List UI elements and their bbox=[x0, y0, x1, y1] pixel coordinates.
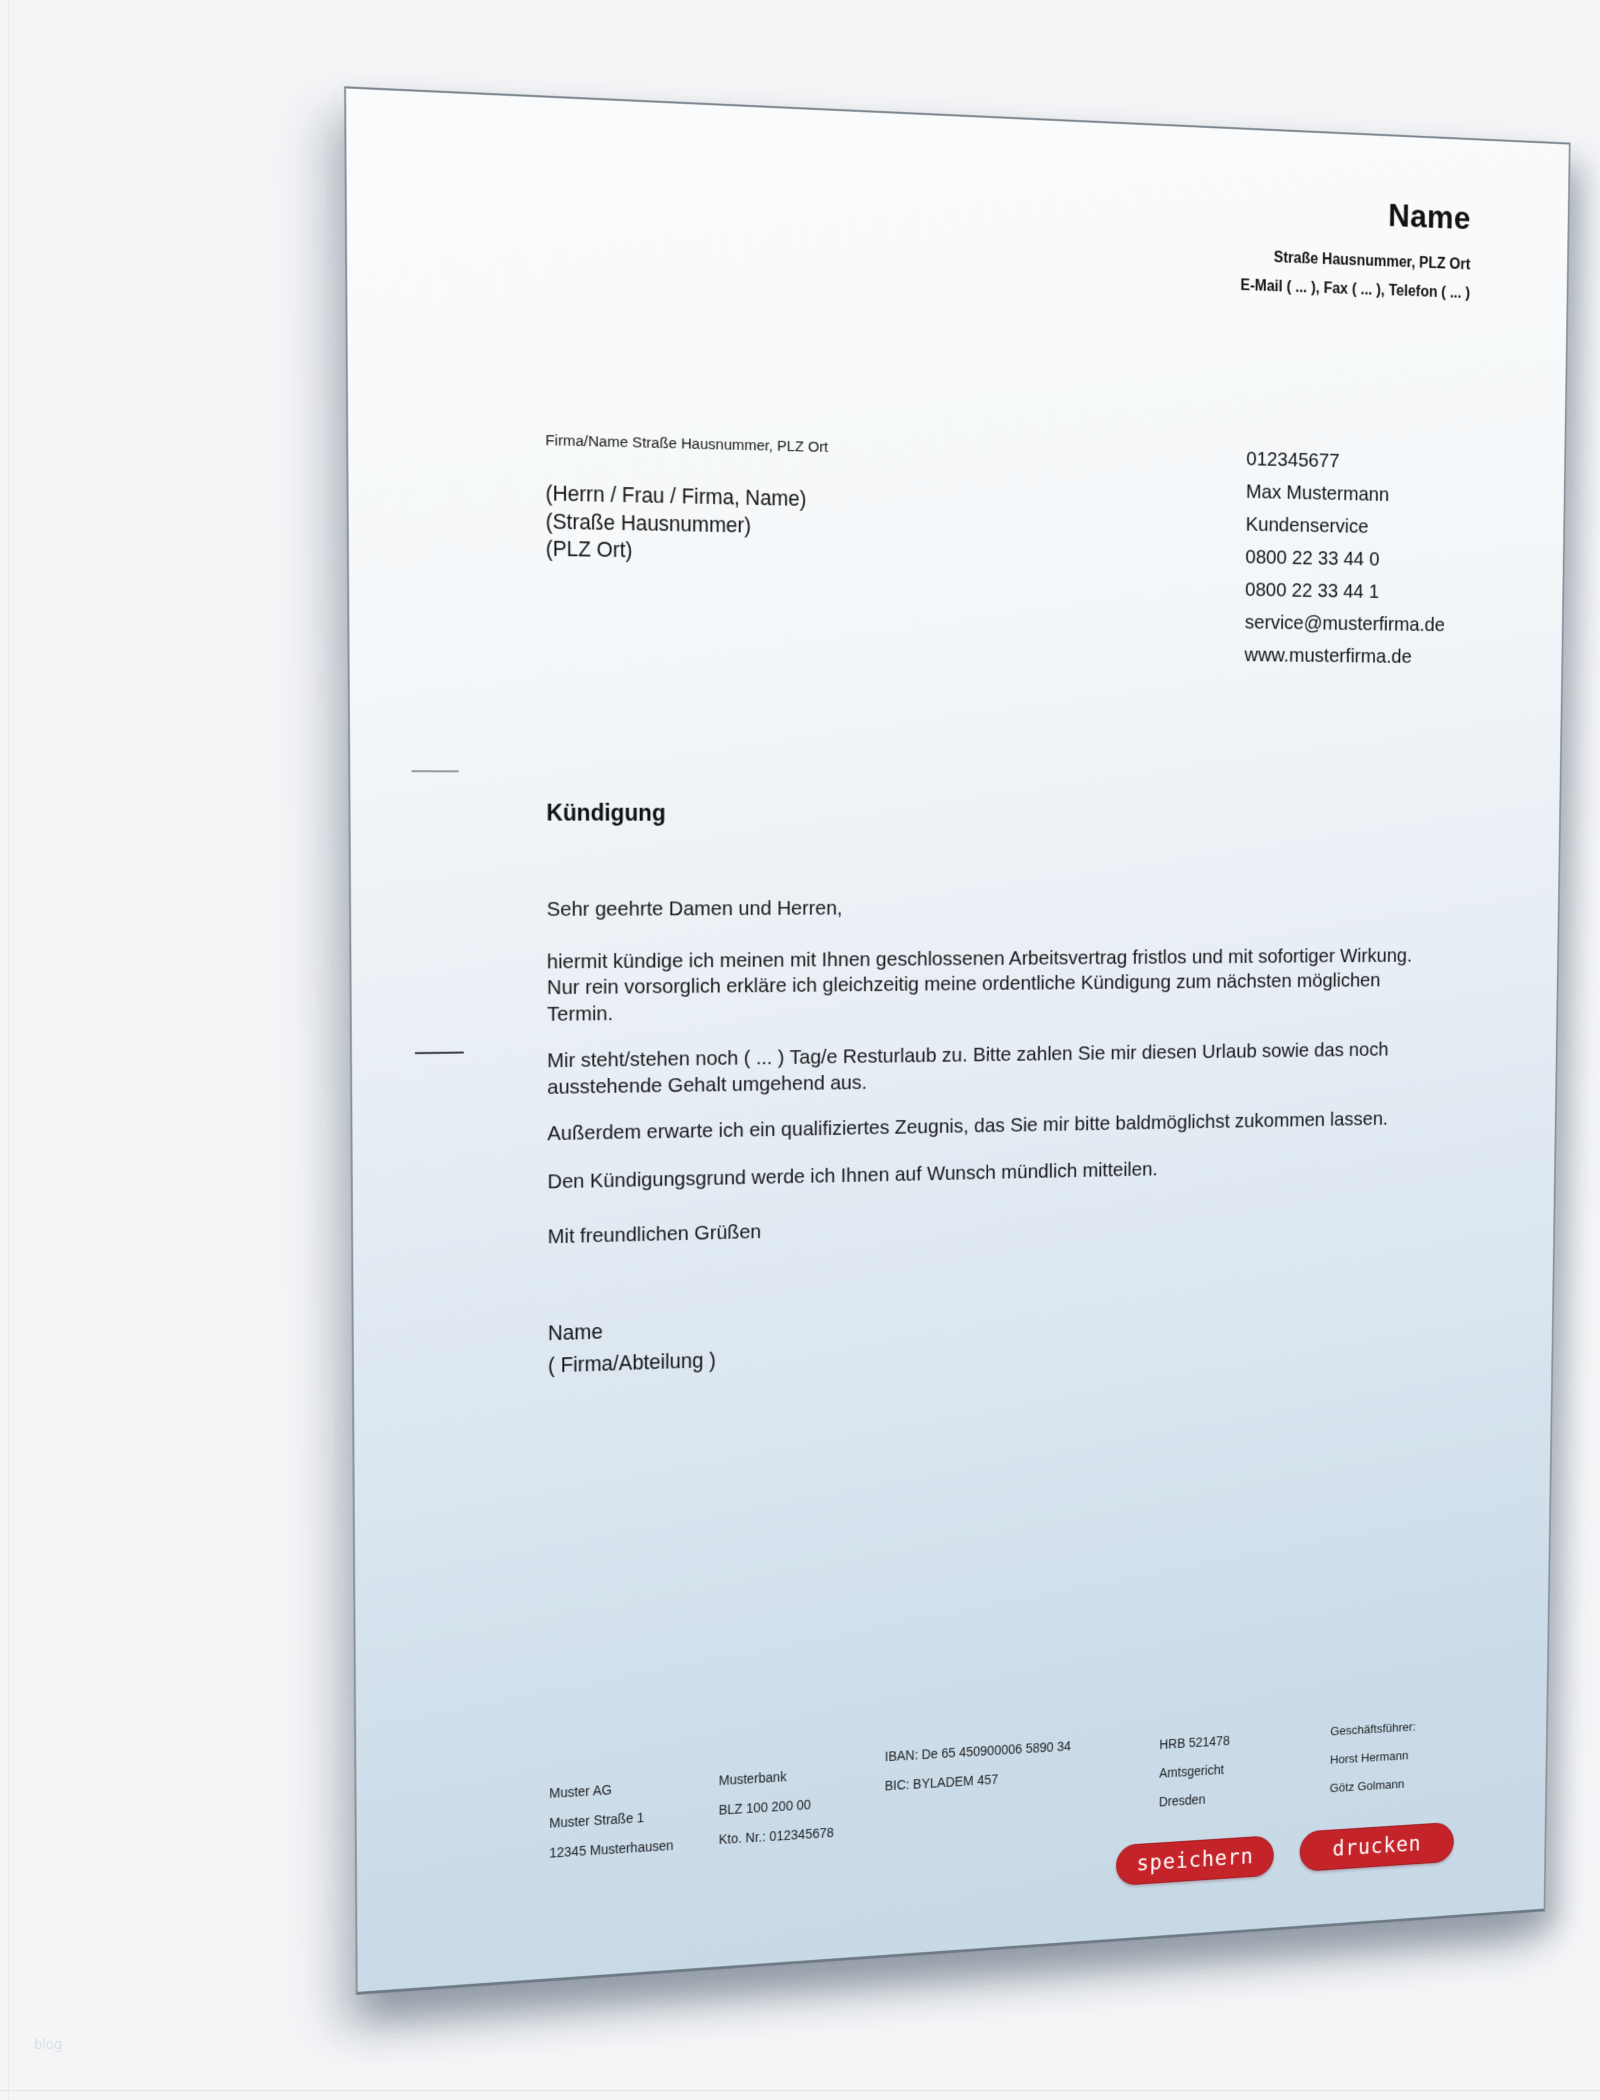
return-address-line: Firma/Name Straße Hausnummer, PLZ Ort bbox=[545, 432, 829, 456]
footer-col-register bbox=[1159, 1726, 1230, 1816]
letterhead-name: Name bbox=[1387, 197, 1472, 237]
footer-line: Geschäftsführer: bbox=[1330, 1719, 1416, 1739]
body-paragraph bbox=[547, 1151, 1466, 1196]
print-button[interactable]: drucken bbox=[1300, 1822, 1454, 1872]
body-line: Termin. bbox=[546, 1001, 614, 1026]
subject-line: Kündigung bbox=[546, 799, 666, 826]
body-line: Mir steht/stehen noch ( ... ) Tag/e Resturlaub zu. Bitte zahlen Sie mir diesen Urlaub sowie das noch bbox=[547, 1038, 1389, 1073]
body-line: hiermit kündige ich meinen mit Ihnen geschlossenen Arbeitsvertrag fristlos und mit sofortiger Wirkung. bbox=[546, 944, 1413, 973]
sender-contact-fax: 0800 22 33 44 1 bbox=[1244, 578, 1380, 603]
letterhead-address: Straße Hausnummer, PLZ Ort bbox=[1273, 249, 1471, 274]
sender-contact-number: 012345677 bbox=[1246, 447, 1340, 473]
sender-contact-phone: 0800 22 33 44 0 bbox=[1245, 545, 1380, 571]
body-line: Den Kündigungsgrund werde ich Ihnen auf Wunsch mündlich mitteilen. bbox=[547, 1157, 1158, 1193]
recipient-block bbox=[546, 480, 807, 567]
recipient-line: (Straße Hausnummer) bbox=[545, 509, 752, 538]
body-line: Nur rein vorsorglich erkläre ich gleichzeitig meine ordentliche Kündigung zum nächsten möglichen bbox=[546, 969, 1381, 1000]
signature-name: Name bbox=[547, 1320, 603, 1346]
letter-body bbox=[547, 894, 1470, 1251]
page-left-hairline bbox=[8, 0, 9, 2100]
closing bbox=[548, 1203, 1466, 1251]
signature-block bbox=[548, 1313, 716, 1382]
footer-col-management bbox=[1330, 1712, 1417, 1802]
body-paragraph bbox=[547, 1037, 1467, 1101]
recipient-line: (Herrn / Frau / Firma, Name) bbox=[545, 481, 807, 511]
footer-line: Götz Golmann bbox=[1329, 1776, 1405, 1796]
footer-line: BIC: BYLADEM 457 bbox=[884, 1771, 999, 1794]
sender-contact-department: Kundenservice bbox=[1245, 513, 1369, 538]
letterhead bbox=[1240, 190, 1471, 309]
recipient-line: (PLZ Ort) bbox=[545, 536, 633, 563]
salutation bbox=[547, 894, 1470, 923]
footer-line: 12345 Musterhausen bbox=[549, 1837, 674, 1861]
footer-line: Horst Hermann bbox=[1329, 1748, 1409, 1767]
blog-watermark: blog bbox=[34, 2036, 63, 2053]
body-paragraph bbox=[547, 1106, 1466, 1148]
footer-line: Musterbank bbox=[718, 1768, 787, 1789]
signature-company: ( Firma/Abteilung ) bbox=[547, 1348, 716, 1378]
footer-line: Muster AG bbox=[549, 1781, 612, 1801]
footer-line: Amtsgericht bbox=[1159, 1761, 1225, 1781]
page-bottom-hairline bbox=[0, 2090, 1600, 2091]
footer-line: IBAN: De 65 450900006 5890 34 bbox=[884, 1738, 1071, 1765]
letter-document bbox=[344, 86, 1570, 1995]
footer-col-company bbox=[549, 1772, 673, 1869]
sender-contact-block bbox=[1244, 443, 1447, 674]
footer-line: Kto. Nr.: 012345678 bbox=[718, 1824, 834, 1848]
salutation-line: Sehr geehrte Damen und Herren, bbox=[546, 897, 843, 921]
footer-col-bank bbox=[719, 1759, 834, 1854]
closing-line: Mit freundlichen Grüßen bbox=[547, 1220, 762, 1249]
fold-mark-middle bbox=[415, 1052, 464, 1055]
sender-contact-email: service@musterfirma.de bbox=[1244, 611, 1445, 636]
footer-line: Muster Straße 1 bbox=[549, 1809, 645, 1831]
sender-contact-website: www.musterfirma.de bbox=[1244, 643, 1412, 668]
save-button[interactable]: speichern bbox=[1116, 1835, 1274, 1886]
footer-line: BLZ 100 200 00 bbox=[718, 1796, 812, 1818]
footer-line: HRB 521478 bbox=[1159, 1732, 1230, 1752]
footer-col-iban bbox=[885, 1732, 1071, 1801]
body-paragraph bbox=[547, 943, 1469, 1028]
body-line: ausstehende Gehalt umgehend aus. bbox=[547, 1070, 868, 1099]
footer-line: Dresden bbox=[1158, 1791, 1206, 1810]
body-line: Außerdem erwarte ich ein qualifiziertes Zeugnis, das Sie mir bitte baldmöglichst zukommen lassen. bbox=[547, 1107, 1389, 1146]
sender-contact-name: Max Mustermann bbox=[1245, 480, 1390, 506]
letterhead-contact: E-Mail ( ... ), Fax ( ... ), Telefon ( ... ) bbox=[1240, 277, 1471, 302]
fold-mark-top bbox=[412, 770, 459, 772]
